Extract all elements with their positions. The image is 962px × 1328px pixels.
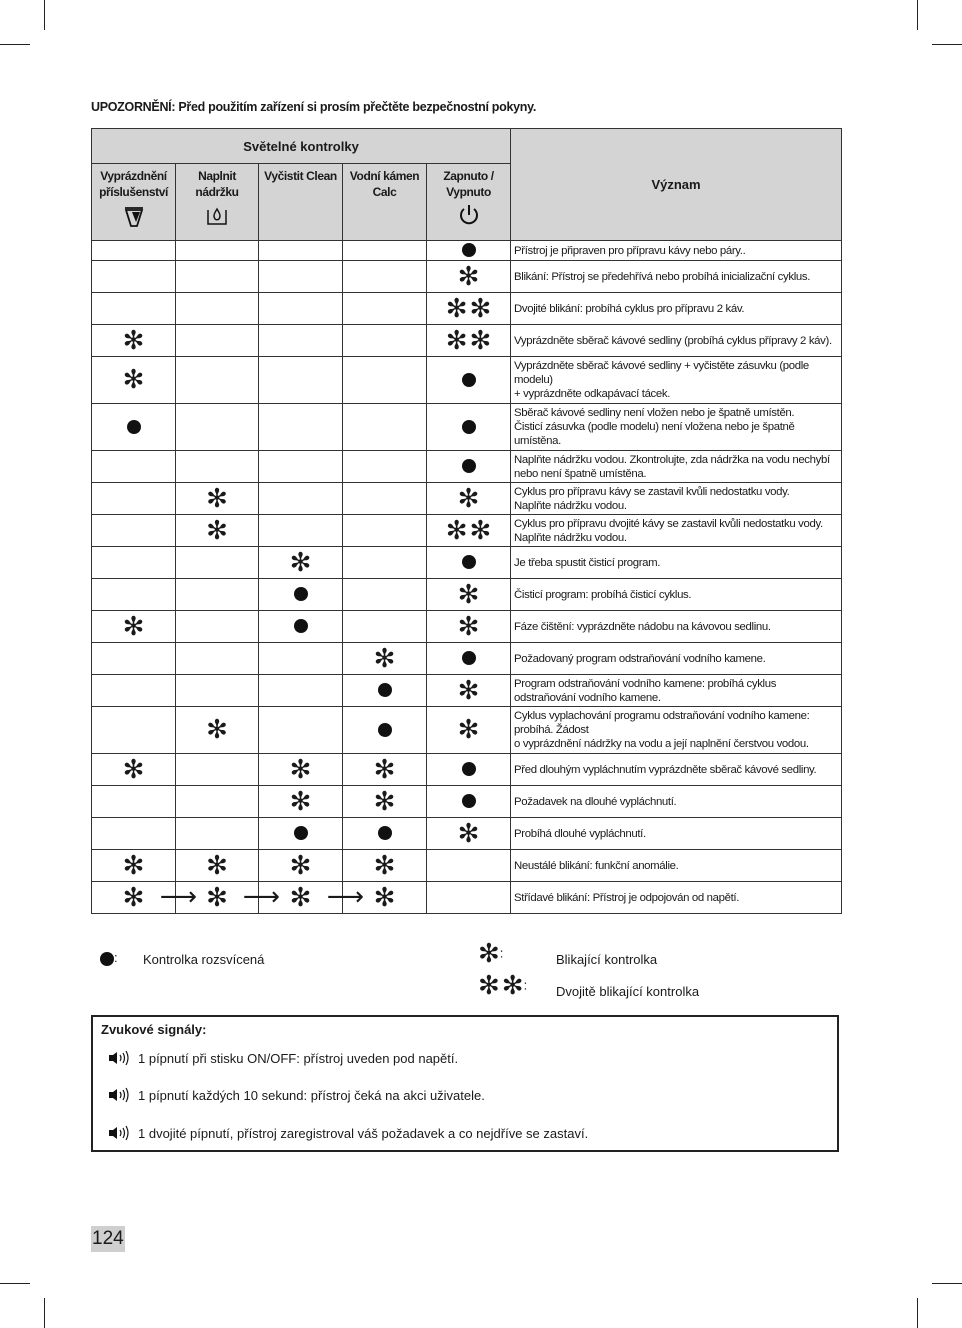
light-blink-icon: ✻ [469, 293, 492, 324]
indicator-cell [259, 357, 343, 404]
column-header-accessories: Vyprázdnění příslušenství [92, 164, 176, 241]
meaning-cell [511, 404, 842, 451]
indicator-cell [427, 261, 511, 293]
meaning-text: Čisticí zásuvka (podle modelu) není vložena nebo je špatně umístěna. [514, 421, 795, 447]
meaning-text: Sběrač kávové sedliny není vložen nebo je špatně umístěn. [514, 407, 795, 419]
legend-blink [478, 939, 658, 969]
light-blink-icon: ✻ [122, 611, 145, 642]
light-blink-icon: ✻ [206, 483, 228, 514]
table-row [92, 241, 842, 261]
light-on-icon [462, 373, 476, 387]
indicator-cell [343, 325, 427, 357]
sound-signal-text: 1 dvojité pípnutí, přístroj zaregistroval váš požadavek a co nejdříve se zastaví. [138, 1125, 589, 1141]
indicator-cell [259, 579, 343, 611]
sound-signal-item [107, 1050, 458, 1066]
indicator-cell [259, 707, 343, 754]
indicator-cell [92, 515, 176, 547]
indicator-cell [92, 786, 176, 818]
meaning-text: Čisticí program: probíhá čisticí cyklus. [514, 588, 692, 601]
indicator-cell [259, 241, 343, 261]
legend-separator: : [499, 945, 504, 961]
indicator-cell [176, 261, 259, 293]
indicator-cell [259, 850, 343, 882]
crop-mark [917, 0, 918, 30]
table-row [92, 754, 842, 786]
table-row [92, 293, 842, 325]
indicator-cell [427, 293, 511, 325]
indicator-cell [259, 483, 343, 515]
meaning-text: Naplňte nádržku vodou. [514, 531, 627, 544]
light-on-icon [462, 794, 476, 808]
meaning-text: Dvojité blikání: probíhá cyklus pro přípravu 2 káv. [514, 302, 745, 315]
indicator-cell [176, 882, 280, 914]
light-on-icon [378, 723, 392, 737]
indicator-cell [259, 882, 364, 914]
table-row [92, 818, 842, 850]
table-row [92, 882, 842, 914]
indicator-cell [176, 675, 259, 707]
indicator-table [91, 128, 842, 914]
table-row [92, 451, 842, 483]
light-blink-icon: ✻ [445, 515, 468, 546]
light-blink-icon: ✻ [457, 675, 480, 706]
meaning-text: Naplňte nádržku vodou. Zkontrolujte, zda nádržka na vodu nechybí nebo není špatně umístěna. [514, 453, 830, 480]
meaning-cell [511, 818, 842, 850]
indicator-cell [176, 850, 259, 882]
legend-separator: : [523, 977, 528, 993]
column-header-power: Zapnuto / Vypnuto [427, 164, 511, 241]
indicator-cell [259, 293, 343, 325]
sound-signals-title: Zvukové signály: [101, 1022, 207, 1037]
meaning-text: Naplňte nádržku vodou. [514, 499, 627, 512]
sound-signal-text: 1 pípnutí každých 10 sekund: přístroj čeká na akci uživatele. [138, 1087, 485, 1103]
light-on-icon [378, 826, 392, 840]
light-on-icon [462, 555, 476, 569]
legend-blink-label: Blikající kontrolka [556, 952, 658, 967]
light-blink-icon: ✻ [122, 325, 145, 356]
legend-separator: : [114, 950, 118, 965]
meaning-cell [511, 611, 842, 643]
indicator-cell [343, 515, 427, 547]
meaning-text: Neustálé blikání: funkční anomálie. [514, 859, 679, 872]
indicator-cell [92, 675, 176, 707]
meaning-cell [511, 357, 842, 404]
indicator-cell [427, 675, 511, 707]
meaning-text: Střídavé blikání: Přístroj je odpojován od napětí. [514, 891, 740, 904]
meaning-cell [511, 293, 842, 325]
indicator-cell [427, 241, 511, 261]
indicator-lights-header: Světelné kontrolky [92, 129, 511, 164]
indicator-cell [92, 579, 176, 611]
light-blink-icon: ✻ [122, 850, 145, 881]
arrow-right-icon: ⟶ [159, 882, 197, 912]
indicator-cell [427, 547, 511, 579]
indicator-cell [259, 451, 343, 483]
indicator-cell [343, 261, 427, 293]
crop-mark [932, 1283, 962, 1284]
light-blink-icon: ✻ [373, 882, 396, 913]
indicator-cell [92, 818, 176, 850]
meaning-text: Cyklus pro přípravu kávy se zastavil kvůli nedostatku vody. [514, 485, 790, 498]
light-blink-icon: ✻ [469, 325, 492, 356]
indicator-cell [259, 547, 343, 579]
indicator-cell [259, 643, 343, 675]
light-blink-icon: ✻ [206, 882, 228, 913]
indicator-cell [427, 579, 511, 611]
grounds-container-icon [92, 202, 175, 232]
indicator-cell [176, 515, 259, 547]
indicator-cell [427, 515, 511, 547]
indicator-cell [176, 241, 259, 261]
meaning-text: Vyprázdněte sběrač kávové sedliny (probíhá cyklus přípravy 2 káv). [514, 334, 832, 347]
light-blink-icon: ✻ [457, 261, 480, 292]
table-row [92, 515, 842, 547]
meaning-cell [511, 786, 842, 818]
table-row [92, 786, 842, 818]
indicator-cell [343, 818, 427, 850]
light-on-icon [294, 587, 308, 601]
indicator-cell [92, 850, 176, 882]
table-row [92, 643, 842, 675]
indicator-cell [343, 357, 427, 404]
meaning-cell [511, 579, 842, 611]
indicator-cell [92, 357, 176, 404]
light-blink-icon: ✻ [122, 882, 145, 913]
meaning-cell [511, 547, 842, 579]
light-blink-icon: ✻ [457, 611, 480, 642]
indicator-cell [92, 643, 176, 675]
light-on-icon [100, 952, 114, 966]
indicator-cell [427, 483, 511, 515]
indicator-cell [343, 451, 427, 483]
indicator-cell [176, 547, 259, 579]
table-row [92, 483, 842, 515]
meaning-text: Cyklus pro přípravu dvojité kávy se zastavil kvůli nedostatku vody. [514, 517, 823, 530]
light-blink-icon: ✻ [206, 715, 228, 745]
indicator-cell [343, 404, 427, 451]
crop-mark [0, 44, 30, 45]
light-on-icon [462, 762, 476, 776]
indicator-cell [427, 818, 511, 850]
light-blink-icon: ✻ [457, 818, 480, 849]
indicator-cell [259, 404, 343, 451]
indicator-cell [92, 707, 176, 754]
meaning-cell [511, 325, 842, 357]
light-blink-icon: ✻ [457, 483, 480, 514]
indicator-cell [176, 786, 259, 818]
indicator-cell [92, 325, 176, 357]
indicator-cell [176, 818, 259, 850]
light-blink-icon: ✻ [445, 293, 468, 324]
indicator-cell [259, 325, 343, 357]
light-blink-icon: ✻ [373, 850, 396, 881]
crop-mark [917, 1298, 918, 1328]
indicator-cell [259, 675, 343, 707]
arrow-right-icon: ⟶ [242, 882, 280, 912]
table-row [92, 325, 842, 357]
indicator-cell [343, 850, 427, 882]
meaning-cell [511, 483, 842, 515]
light-on-icon [127, 420, 141, 434]
indicator-cell [176, 357, 259, 404]
sound-signal-text: 1 pípnutí při stisku ON/OFF: přístroj uveden pod napětí. [138, 1050, 459, 1066]
meaning-cell [511, 643, 842, 675]
indicator-cell [176, 754, 259, 786]
indicator-cell [92, 611, 176, 643]
meaning-text: Probíhá dlouhé vypláchnutí. [514, 827, 646, 840]
light-blink-icon: ✻ [289, 786, 312, 817]
meaning-cell [511, 241, 842, 261]
indicator-cell [427, 325, 511, 357]
indicator-cell [343, 707, 427, 754]
table-row [92, 261, 842, 293]
indicator-cell [343, 643, 427, 675]
meaning-cell [511, 515, 842, 547]
indicator-cell [259, 261, 343, 293]
indicator-cell [427, 754, 511, 786]
crop-mark [0, 1283, 30, 1284]
indicator-cell [176, 293, 259, 325]
meaning-text: o vyprázdnění nádržky na vodu a její naplnění čerstvou vodou. [514, 738, 809, 750]
indicator-cell [176, 707, 259, 754]
legend-on-label: Kontrolka rozsvícená [143, 952, 265, 967]
meaning-text: Přístroj je připraven pro přípravu kávy nebo páry.. [514, 244, 746, 257]
light-on-icon [462, 420, 476, 434]
indicator-cell [427, 850, 511, 882]
indicator-cell [427, 707, 511, 754]
meaning-text: Vyprázdněte sběrač kávové sedliny + vyčistěte zásuvku (podle modelu) [514, 360, 809, 386]
indicator-cell [92, 882, 197, 914]
indicator-cell [176, 451, 259, 483]
light-on-icon [378, 683, 392, 697]
light-blink-icon: ✻ [289, 882, 312, 913]
indicator-cell [92, 293, 176, 325]
meaning-cell [511, 707, 842, 754]
crop-mark [44, 0, 45, 30]
indicator-cell [343, 579, 427, 611]
indicator-cell [259, 786, 343, 818]
light-on-icon [462, 243, 476, 257]
indicator-cell [427, 404, 511, 451]
meaning-text: Blikání: Přístroj se předehřívá nebo probíhá inicializační cyklus. [514, 270, 811, 283]
light-blink-icon: ✻ [289, 754, 312, 785]
sound-signal-item [107, 1125, 588, 1141]
column-header-clean: Vyčistit Clean [259, 164, 343, 241]
indicator-cell [427, 882, 511, 914]
light-on-icon [294, 619, 308, 633]
speaker-icon [107, 1050, 129, 1066]
indicator-cell [259, 818, 343, 850]
indicator-cell [92, 754, 176, 786]
table-row [92, 675, 842, 707]
light-blink-icon: ✻ [457, 715, 480, 745]
table-row [92, 707, 842, 754]
meaning-text: Fáze čištění: vyprázdněte nádobu na kávovou sedlinu. [514, 620, 771, 633]
light-blink-icon: ✻ [373, 643, 396, 674]
arrow-right-icon: ⟶ [326, 882, 364, 912]
meaning-text: Požadovaný program odstraňování vodního kamene. [514, 652, 766, 665]
table-row [92, 404, 842, 451]
indicator-cell [176, 325, 259, 357]
indicator-cell [92, 483, 176, 515]
table-row [92, 850, 842, 882]
light-blink-icon: ✻ [373, 754, 396, 785]
indicator-cell [176, 643, 259, 675]
light-blink-icon: ✻ [206, 515, 228, 546]
indicator-cell [259, 611, 343, 643]
indicator-cell [176, 611, 259, 643]
water-tank-icon [176, 202, 258, 232]
meaning-cell [511, 675, 842, 707]
crop-mark [44, 1298, 45, 1328]
indicator-cell [427, 611, 511, 643]
indicator-cell [176, 404, 259, 451]
meaning-text: + vyprázdněte odkapávací tácek. [514, 388, 671, 400]
light-blink-icon: ✻ [289, 547, 312, 578]
indicator-cell [92, 241, 176, 261]
legend-double-blink-label: Dvojitě blikající kontrolka [556, 984, 700, 999]
light-blink-icon: ✻ [289, 850, 312, 881]
light-blink-icon: ✻ [445, 325, 468, 356]
meaning-header: Význam [511, 129, 842, 241]
table-row [92, 579, 842, 611]
column-header-fill-tank: Naplnit nádržku [176, 164, 259, 241]
indicator-cell [92, 404, 176, 451]
meaning-cell [511, 261, 842, 293]
light-on-icon [462, 651, 476, 665]
page-number: 124 [91, 1226, 125, 1252]
meaning-text: Cyklus vyplachování programu odstraňování vodního kamene: probíhá. Žádost [514, 710, 810, 736]
light-blink-icon: ✻ [122, 365, 145, 395]
indicator-cell [343, 241, 427, 261]
indicator-cell [427, 786, 511, 818]
light-blink-icon: ✻ [122, 754, 145, 785]
meaning-cell [511, 451, 842, 483]
table-row [92, 357, 842, 404]
indicator-cell [343, 675, 427, 707]
light-blink-icon: ✻ [478, 971, 500, 1001]
meaning-text: Je třeba spustit čisticí program. [514, 556, 661, 569]
indicator-cell [427, 451, 511, 483]
legend-double-blink [478, 971, 700, 1001]
indicator-cell [427, 357, 511, 404]
indicator-cell [343, 293, 427, 325]
light-blink-icon: ✻ [373, 786, 396, 817]
power-icon [427, 202, 510, 232]
meaning-cell [511, 754, 842, 786]
meaning-text: Před dlouhým vypláchnutím vyprázdněte sběrač kávové sedliny. [514, 763, 817, 776]
light-blink-icon: ✻ [206, 850, 228, 881]
indicator-cell [343, 547, 427, 579]
indicator-cell [92, 451, 176, 483]
indicator-cell [259, 515, 343, 547]
indicator-cell [92, 261, 176, 293]
indicator-cell [343, 611, 427, 643]
indicator-cell [343, 754, 427, 786]
sound-signals-box [91, 1015, 839, 1152]
safety-warning: UPOZORNĚNÍ: Před použitím zařízení si prosím přečtěte bezpečnostní pokyny. [91, 100, 537, 114]
meaning-cell [511, 882, 842, 914]
crop-mark [932, 44, 962, 45]
table-row [92, 611, 842, 643]
speaker-icon [107, 1125, 129, 1141]
indicator-cell [92, 547, 176, 579]
indicator-cell [343, 786, 427, 818]
light-on-icon [294, 826, 308, 840]
indicator-cell [343, 483, 427, 515]
indicator-cell [259, 754, 343, 786]
speaker-icon [107, 1087, 129, 1103]
indicator-cell [176, 579, 259, 611]
column-header-calc: Vodní kámen Calc [343, 164, 427, 241]
table-row [92, 547, 842, 579]
indicator-cell [176, 483, 259, 515]
light-on-icon [462, 459, 476, 473]
legend-on [100, 950, 265, 967]
light-blink-icon: ✻ [457, 579, 480, 610]
sound-signal-item [107, 1087, 485, 1103]
light-blink-icon: ✻ [501, 971, 524, 1001]
light-blink-icon: ✻ [478, 939, 500, 969]
meaning-cell [511, 850, 842, 882]
meaning-text: Požadavek na dlouhé vypláchnutí. [514, 795, 677, 808]
meaning-text: Program odstraňování vodního kamene: probíhá cyklus odstraňování vodního kamene. [514, 677, 777, 704]
light-blink-icon: ✻ [469, 515, 492, 546]
indicator-cell [427, 643, 511, 675]
